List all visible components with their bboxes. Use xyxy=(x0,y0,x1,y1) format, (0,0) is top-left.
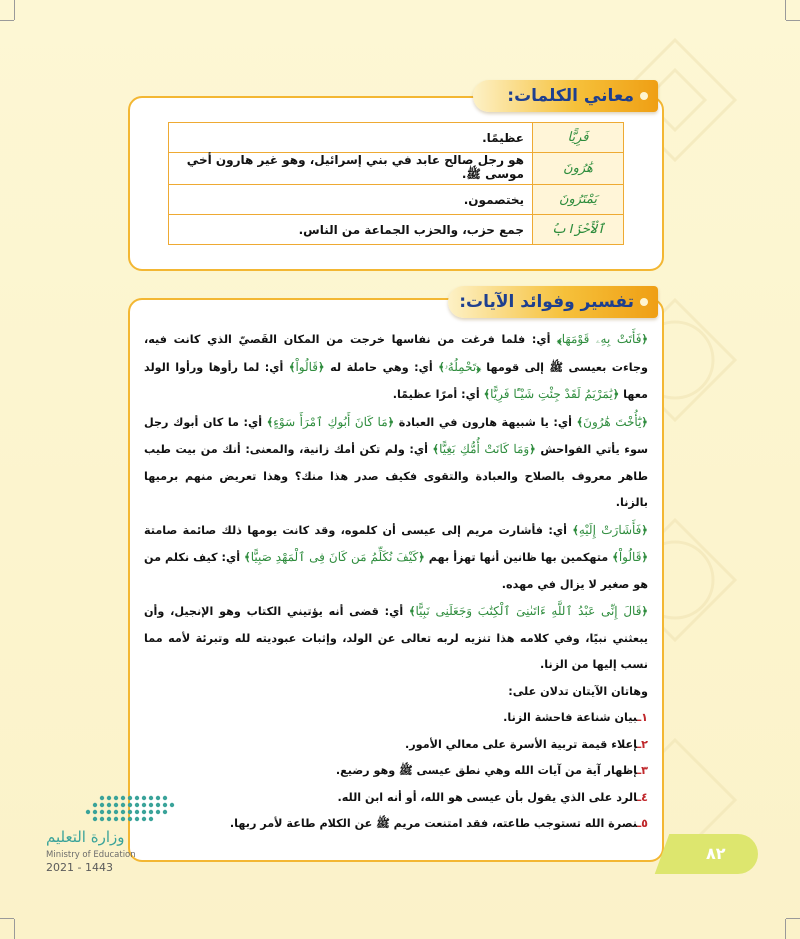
list-item xyxy=(144,705,648,732)
table-row xyxy=(169,123,624,153)
verse-text: فَأَشَارَتْ إِلَيْهِ xyxy=(578,522,642,537)
tafsir-paragraph: ﴿فَأَشَارَتْ إِلَيْهِ﴾ أي: فأشارت مريم إلى عيسى أن كلموه، وقد كانت يومها ذلك صائمة صامتة ﴿قَالُواْ﴾ متهكمين بها ظانين أنها تهزأ بهم ﴿كَيْفَ نُكَلِّمُ مَن كَانَ فِى ٱلْمَهْدِ صَبِيًّا﴾ أي: كيف نكلم من هو صغير لا يزال في مهده. xyxy=(144,522,648,591)
verse-text: كَيْفَ نُكَلِّمُ مَن كَانَ فِى ٱلْمَهْدِ صَبِيًّا xyxy=(250,550,419,564)
meaning-cell: يختصمون. xyxy=(169,185,533,215)
tafsir-body xyxy=(144,326,648,838)
verse-text: فَأَتَتْ بِهِۦ قَوْمَهَا xyxy=(561,332,642,346)
crop-mark xyxy=(786,20,800,21)
points-intro: وهاتان الآيتان تدلان على: xyxy=(508,684,648,698)
crop-mark xyxy=(14,0,15,20)
bullet-dot-icon xyxy=(640,298,648,306)
point-number: ٥ـ xyxy=(637,817,648,830)
explanation-text: أي: قضى أنه يؤتيني الكتاب وهو الإنجيل، وأن يبعثني نبيًا، وفي كلامه هذا تنزيه لربه تعالى عن الولد، وإثبات عبوديته لله وتبرئة لأمه مما نسب إليها من الزنا. xyxy=(144,605,648,671)
verse-text: قَالَ إِنِّى عَبْدُ ٱللَّهِ ءَاتَىٰنِىَ ٱلْكِتَٰبَ وَجَعَلَنِى نَبِيًّا xyxy=(415,604,642,618)
crop-mark xyxy=(0,918,14,919)
point-number: ٢ـ xyxy=(637,737,648,751)
page-number-badge xyxy=(694,834,758,874)
section-title-ribbon xyxy=(448,286,658,318)
crop-mark xyxy=(785,0,786,20)
explanation-text: أي: وهي حاملة له xyxy=(324,360,439,374)
table-row xyxy=(169,185,624,215)
point-number: ٤ـ xyxy=(637,790,648,804)
word-cell: يَمْتَرُونَ xyxy=(533,185,624,215)
crop-mark xyxy=(14,919,15,939)
crop-mark xyxy=(0,20,14,21)
explanation-text: أي: أمرًا عظيمًا. xyxy=(392,388,484,401)
tafsir-paragraph: ﴿فَأَتَتْ بِهِۦ قَوْمَهَا﴾ أي: فلما فرغت من نفاسها خرجت من المكان القَصيّ الذي كانت فيه، وجاءت بعيسى ﷺ إلى قومها ﴿تَحْمِلُهُۥ﴾ أي: وهي حاملة له ﴿قَالُواْ﴾ أي: لما رأوها ورأوا الولد معها ﴿يَٰمَرْيَمُ لَقَدْ جِئْتِ شَيْـًٔا فَرِيًّا﴾ أي: أمرًا عظيمًا. xyxy=(144,332,649,401)
point-number: ١ـ xyxy=(637,711,648,724)
point-text: الرد على الذي يقول بأن عيسى هو الله، أو أنه ابن الله. xyxy=(337,790,638,804)
meaning-cell: عظيمًا. xyxy=(169,123,533,153)
edition-year: 2021 - 1443 xyxy=(46,861,113,874)
crop-mark xyxy=(786,918,800,919)
meaning-cell: جمع حزب، والحزب الجماعة من الناس. xyxy=(169,215,533,245)
section-title-ribbon xyxy=(473,80,658,112)
table-row xyxy=(169,153,624,185)
explanation-text: متهكمين بها ظانين أنها تهزأ بهم xyxy=(424,551,613,564)
word-meanings-table xyxy=(168,122,624,245)
section-title: تفسير وفوائد الآيات: xyxy=(459,292,634,312)
ministry-name-english: Ministry of Education xyxy=(46,850,136,860)
point-text: إظهار آية من آيات الله وهي نطق عيسى ﷺ وهو رضيع. xyxy=(335,764,638,777)
table-row xyxy=(169,215,624,245)
page-number: ٨٢ xyxy=(706,844,726,863)
bullet-dot-icon xyxy=(640,92,648,100)
explanation-text: أي: يا شبيهة هارون في العبادة xyxy=(394,415,577,429)
explanation-text: أي: ما كان أبوك رجل سوء يأتي الفواحش xyxy=(144,415,648,456)
explanation-text: أي: لما رأوها ورأوا الولد معها xyxy=(144,360,648,401)
explanation-text: أي: كيف نكلم من هو صغير لا يزال في مهده. xyxy=(144,551,648,591)
verse-text: يَٰٓأُخْتَ هَٰرُونَ xyxy=(583,414,642,429)
section-title: معاني الكلمات: xyxy=(507,86,634,106)
explanation-text: أي: ولم تكن أمك زانية، والمعنى: أنك من بيت طيب طاهر معروف بالصلاح والعبادة والتقوى فكيف صدر هذا منك؟ وهذا تعريض منهم برميها بالزنا. xyxy=(144,443,648,509)
list-item xyxy=(144,758,648,785)
explanation-text: أي: فأشارت مريم إلى عيسى أن كلموه، وقد كانت يومها ذلك صائمة صامتة xyxy=(144,523,573,537)
tafsir-paragraph: ﴿قَالَ إِنِّى عَبْدُ ٱللَّهِ ءَاتَىٰنِىَ ٱلْكِتَٰبَ وَجَعَلَنِى نَبِيًّا﴾ أي: قضى أنه يؤتيني الكتاب وهو الإنجيل، وأن يبعثني نبيًا، وفي كلامه هذا تنزيه لربه تعالى عن الولد، وإثبات عبوديته لله وتبرئة لأمه مما نسب إليها من الزنا. xyxy=(144,604,649,671)
tafsir-panel xyxy=(128,298,664,862)
word-cell: هَٰرُونَ xyxy=(533,153,624,185)
word-cell: فَرِيًّا xyxy=(533,123,624,153)
meaning-cell: هو رجل صالح عابد في بني إسرائيل، وهو غير هارون أخي موسى ﷺ. xyxy=(169,153,533,185)
verse-text: وَمَا كَانَتْ أُمُّكِ بَغِيًّا xyxy=(439,442,530,456)
tafsir-paragraph: ﴿يَٰٓأُخْتَ هَٰرُونَ﴾ أي: يا شبيهة هارون في العبادة ﴿مَا كَانَ أَبُوكِ ٱمْرَأَ سَوْءٍ﴾ أي: ما كان أبوك رجل سوء يأتي الفواحش ﴿وَمَا كَانَتْ أُمُّكِ بَغِيًّا﴾ أي: ولم تكن أمك زانية، والمعنى: أنك من بيت طيب طاهر معروف بالصلاح والعبادة والتقوى فكيف صدر هذا منك؟ وهذا تعريض منهم برميها بالزنا. xyxy=(144,414,648,509)
verse-text: يَٰمَرْيَمُ لَقَدْ جِئْتِ شَيْـًٔا فَرِيًّا xyxy=(490,387,613,401)
explanation-text: أي: فلما فرغت من نفاسها خرجت من المكان القَصيّ الذي كانت فيه، وجاءت بعيسى ﷺ إلى قومها xyxy=(144,333,648,374)
verse-text: قَالُواْ xyxy=(295,359,319,374)
word-cell: ٱلْأَحْزَابُ xyxy=(533,215,624,245)
verse-text: قَالُواْ xyxy=(618,550,642,564)
verse-text: مَا كَانَ أَبُوكِ ٱمْرَأَ سَوْءٍ xyxy=(273,414,388,429)
point-number: ٣ـ xyxy=(637,764,648,777)
list-item xyxy=(144,732,648,759)
word-meanings-panel xyxy=(128,96,664,271)
list-item xyxy=(144,785,648,812)
point-text: نصرة الله تستوجب طاعته، فقد امتنعت مريم ﷺ عن الكلام طاعة لأمر ربها. xyxy=(229,817,638,830)
ministry-name-arabic: وزارة التعليم xyxy=(46,828,125,846)
verse-text: تَحْمِلُهُۥ xyxy=(444,359,477,374)
list-item xyxy=(144,811,648,838)
crop-mark xyxy=(785,919,786,939)
point-text: بيان شناعة فاحشة الزنا. xyxy=(503,711,638,724)
point-text: إعلاء قيمة تربية الأسرة على معالي الأمور. xyxy=(404,737,638,751)
